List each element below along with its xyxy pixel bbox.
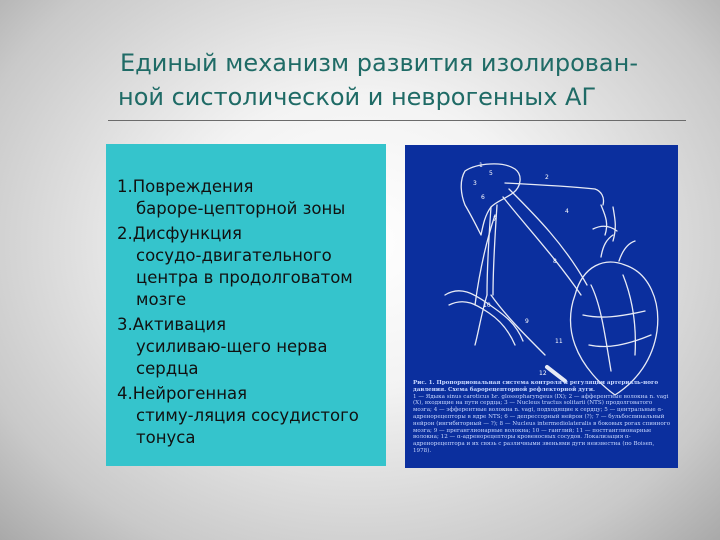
list-item	[117, 223, 386, 311]
list-item-first-line: Нейрогенная	[132, 384, 248, 403]
nerve-fiber	[505, 183, 604, 205]
heart-outline	[571, 262, 658, 395]
figure-label: 3	[473, 180, 477, 187]
nerve-fiber	[491, 295, 545, 355]
figure-label: 7	[493, 216, 497, 223]
list-item-rest: сосудо-двигательного центра в продолговатом мозге	[136, 246, 353, 309]
figure-label: 10	[483, 302, 491, 309]
heart-detail	[601, 235, 635, 261]
carotid-vessel	[445, 291, 523, 341]
list-item-rest: стиму-ляция сосудистого тонуса	[136, 406, 359, 447]
figure-label: 4	[565, 208, 569, 215]
probe	[547, 367, 565, 381]
slide-title-line-2: ной систолической и неврогенных АГ	[118, 83, 597, 111]
title-divider	[108, 120, 686, 121]
list-item	[117, 314, 386, 380]
list-item-first-line: Активация	[132, 315, 227, 334]
slide-title-line-1: Единый механизм развития изолирован-	[120, 49, 638, 77]
list-item	[117, 383, 386, 449]
figure-caption-body: 1 — Ядыка sinus caroticus Ьг. glossopharyngeus (IX); 2 — афферентные волокна n. vagi (X), входящие на пути сердца; 3 — Nucleus tractus solitarii (NTS) продолговатого мозга; 4 — эфферентные волокна n. vagi, подходящие к сердцу; 5 — центральные α-адренорецепторы в ядре NTS; 6 — депрессорный нейрон (?); 7 — бульбоспинальный нейрон (ингибиторный — ?); 8 — Nucleus intermediolateralis в боковых рогах спинного мозга; 9 — преганглионарные волокна; 10 — ганглий; 11 — постганглионарные волокна; 12 — α-адренорецепторы кровеносных сосудов. Локализация α-адренорецептора и их связь с различными звеньями дуги неизвестна (по Boisen, 1978).	[413, 393, 671, 454]
list-item-rest: бароре-цепторной зоны	[136, 199, 346, 218]
figure-label: 12	[539, 370, 547, 377]
aorta	[593, 226, 617, 231]
carotid-vessel	[449, 302, 515, 345]
nerve-fiber	[503, 197, 581, 295]
figure-label: 6	[481, 194, 485, 201]
figure-label: 1	[479, 162, 483, 169]
list-item	[117, 176, 386, 220]
heart-detail	[583, 275, 651, 371]
list-item-rest: усиливаю-щего нерва сердца	[136, 337, 328, 378]
figure-label: 2	[545, 174, 549, 181]
baroreflex-arc-figure	[405, 145, 678, 468]
nerve-fiber	[509, 189, 587, 285]
list-item-number: 3.	[117, 315, 133, 334]
list-item-number: 2.	[117, 224, 133, 243]
figure-caption-title: Рис. 1. Пропорциональная система контроля и регуляции артериаль-ного давления. Схема барорецепторной рефлекторной дуги.	[413, 380, 659, 393]
list-item-first-line: Дисфункция	[132, 224, 242, 243]
figure-caption	[413, 380, 671, 455]
figure-label: 11	[555, 338, 563, 345]
mechanism-list	[106, 144, 386, 449]
list-item-number: 1.	[117, 177, 133, 196]
slide-title	[100, 46, 660, 114]
figure-label: 5	[489, 170, 493, 177]
list-item-first-line: Повреждения	[132, 177, 254, 196]
list-item-number: 4.	[117, 384, 133, 403]
figure-label: 9	[525, 318, 529, 325]
mechanism-list-panel	[106, 144, 386, 466]
figure-label: 8	[553, 258, 557, 265]
